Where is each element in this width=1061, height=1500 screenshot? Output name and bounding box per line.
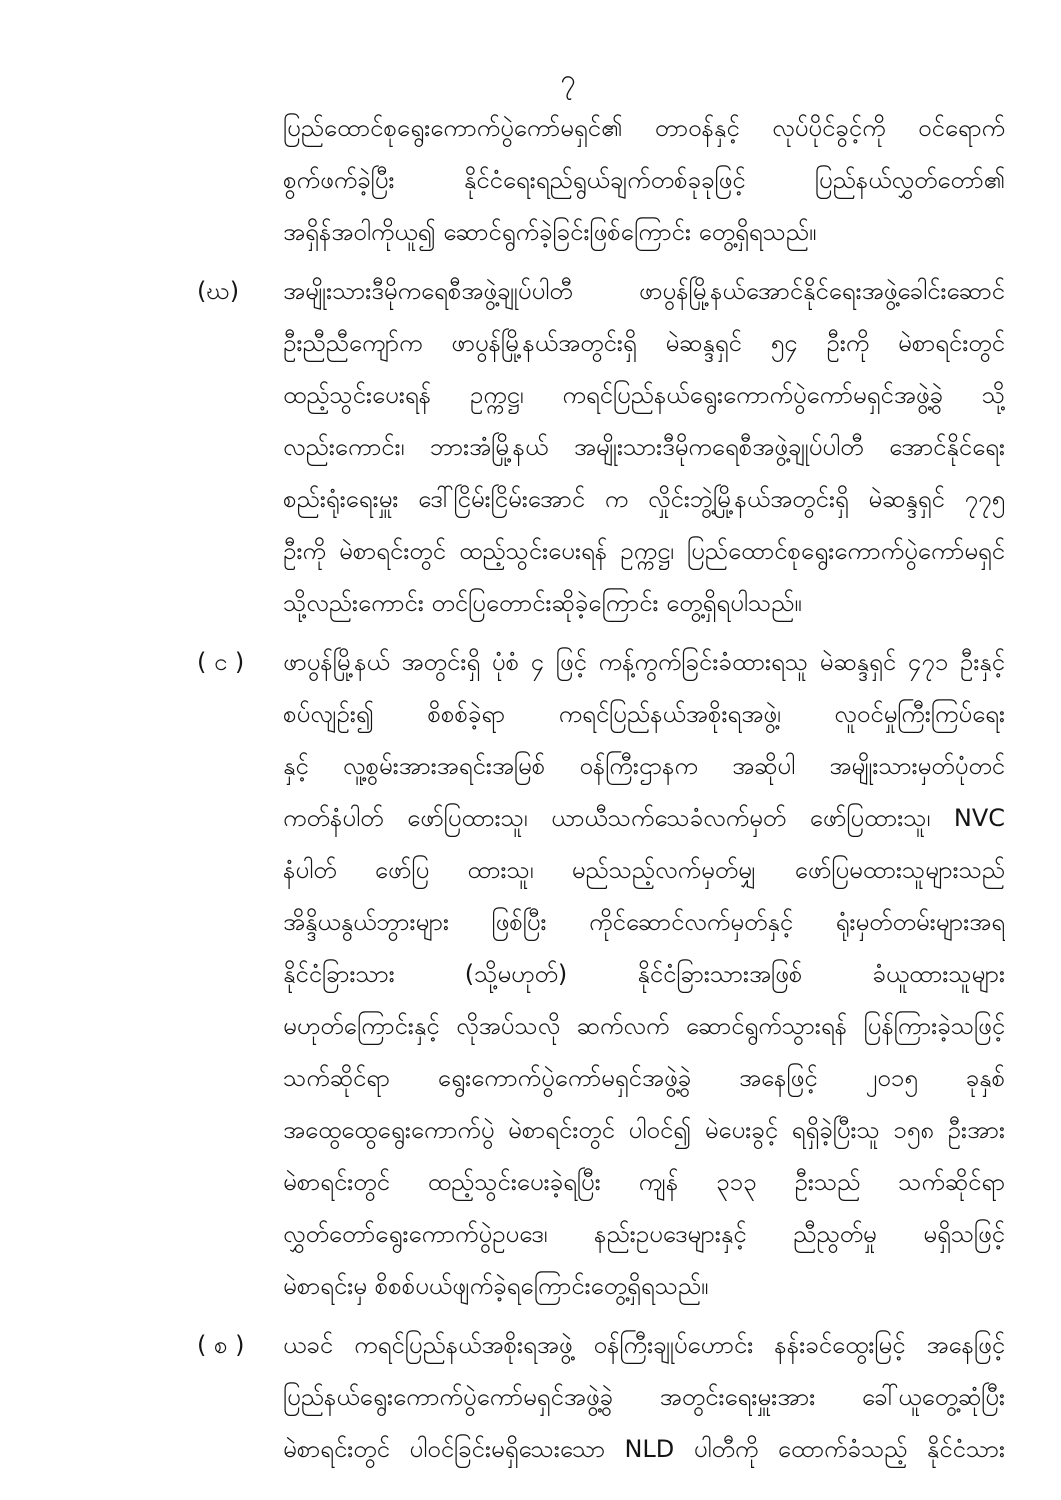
text-line: အရှိန်အဝါကိုယူ၍ ဆောင်ရွက်ခဲ့ခြင်းဖြစ်ကြောင်း တွေ့ရှိရသည်။ — [283, 218, 817, 246]
text-line: မဟုတ်ကြောင်းနှင့် လိုအပ်သလို ဆက်လက် ဆောင်ရွက်သွားရန် ပြန်ကြားခဲ့သဖြင့် — [283, 1012, 1005, 1040]
text-line: ဦးကို မဲစာရင်းတွင် ထည့်သွင်းပေးရန် ဥက္ကဋ္ဌ၊ ပြည်ထောင်စုရွေးကောက်ပွဲကော်မရှင် — [283, 537, 1005, 565]
text-line: မဲစာရင်းတွင် ပါဝင်ခြင်းမရှိသေးသော NLD ပါတီကို ထောက်ခံသည့် နိုင်ငံသား — [283, 1435, 1005, 1463]
text-line: သက်ဆိုင်ရာ ရွေးကောက်ပွဲကော်မရှင်အဖွဲ့ခွဲ အနေဖြင့် ၂၀၁၅ ခုနှစ် — [283, 1064, 1005, 1092]
text-line: မဲစာရင်းမှ စိစစ်ပယ်ဖျက်ခဲ့ရကြောင်းတွေ့ရှိရသည်။ — [283, 1272, 709, 1300]
text-line: ဦးညီညီကျော်က ဖာပွန်မြို့နယ်အတွင်းရှိ မဲဆန္ဒရှင် ၅၄ ဦးကို မဲစာရင်းတွင် — [283, 329, 1005, 357]
text-line: လွှတ်တော်ရွေးကောက်ပွဲဥပဒေ၊ နည်းဥပဒေများနှင့် ညီညွတ်မှု မရှိသဖြင့် — [283, 1220, 1005, 1248]
text-line: သို့လည်းကောင်း တင်ပြတောင်းဆိုခဲ့ကြောင်း တွေ့ရှိရပါသည်။ — [283, 589, 802, 617]
text-line: မဲစာရင်းတွင် ထည့်သွင်းပေးခဲ့ရပြီး ကျန် ၃၁၃ ဦးသည် သက်ဆိုင်ရာ — [283, 1168, 1005, 1196]
text-line: ကတ်နံပါတ် ဖော်ပြထားသူ၊ ယာယီသက်သေခံလက်မှတ် ဖော်ပြထားသူ၊ NVC — [283, 804, 1005, 832]
list-item-label: (ဃ) — [197, 277, 240, 305]
paragraph — [197, 265, 1005, 629]
paragraph-body — [283, 102, 1005, 258]
text-line: ထည့်သွင်းပေးရန် ဥက္ကဋ္ဌ၊ ကရင်ပြည်နယ်ရွေးကောက်ပွဲကော်မရှင်အဖွဲ့ခွဲ သို့ — [283, 381, 1005, 409]
text-line: နိုင်ငံခြားသား (သို့မဟုတ်) နိုင်ငံခြားသားအဖြစ် ခံယူထားသူများ — [283, 960, 1005, 988]
text-line: ပြည်ထောင်စုရွေးကောက်ပွဲကော်မရှင်၏ တာဝန်နှင့် လုပ်ပိုင်ခွင့်ကို ဝင်ရောက် — [283, 114, 1005, 142]
paragraph-body — [283, 636, 1005, 1312]
text-line: ယခင် ကရင်ပြည်နယ်အစိုးရအဖွဲ့ ဝန်ကြီးချုပ်ဟောင်း နန်းခင်ထွေးမြင့် အနေဖြင့် — [283, 1331, 1005, 1359]
list-item-label: ( စ ) — [197, 1331, 245, 1359]
text-line: စပ်လျဉ်း၍ စိစစ်ခဲ့ရာ ကရင်ပြည်နယ်အစိုးရအဖွဲ့၊ လူဝင်မှုကြီးကြပ်ရေး — [283, 700, 1005, 728]
text-line: ပြည်နယ်ရွေးကောက်ပွဲကော်မရှင်အဖွဲ့ခွဲ အတွင်းရေးမှူးအား ခေါ်ယူတွေ့ဆုံပြီး — [283, 1383, 1005, 1411]
text-line: စွက်ဖက်ခဲ့ပြီး နိုင်ငံရေးရည်ရွယ်ချက်တစ်ခုခုဖြင့် ပြည်နယ်လွှတ်တော်၏ — [283, 166, 1005, 194]
page-number: ၇ — [560, 64, 576, 95]
paragraph-body — [283, 265, 1005, 629]
paragraph-body — [283, 1319, 1005, 1475]
text-line: အမျိုးသားဒီမိုကရေစီအဖွဲ့ချုပ်ပါတီ ဖာပွန်မြို့နယ်အောင်နိုင်ရေးအဖွဲ့ခေါင်းဆောင် — [283, 277, 1005, 305]
text-line: ဖာပွန်မြို့နယ် အတွင်းရှိ ပုံစံ ၄ ဖြင့် ကန့်ကွက်ခြင်းခံထားရသူ မဲဆန္ဒရှင် ၄၇၁ ဦးနှင့် — [283, 648, 1005, 676]
text-line: နှင့် လူ့စွမ်းအားအရင်းအမြစ် ဝန်ကြီးဌာနက အဆိုပါ အမျိုးသားမှတ်ပုံတင် — [283, 752, 1005, 780]
paragraph — [197, 636, 1005, 1312]
text-line: အထွေထွေရွေးကောက်ပွဲ မဲစာရင်းတွင် ပါဝင်၍ မဲပေးခွင့် ရရှိခဲ့ပြီးသူ ၁၅၈ ဦးအား — [283, 1116, 1005, 1144]
text-line: နံပါတ် ဖော်ပြ ထားသူ၊ မည်သည့်လက်မှတ်မျှ ဖော်ပြမထားသူများသည် — [283, 856, 1005, 884]
text-line: စည်းရုံးရေးမှူး ဒေါ်ငြိမ်းငြိမ်းအောင် က လှိုင်းဘွဲ့မြို့နယ်အတွင်းရှိ မဲဆန္ဒရှင် ၇၇၅ — [283, 485, 1005, 513]
page-content — [197, 102, 1005, 1482]
paragraph — [197, 102, 1005, 258]
list-item-label: ( င ) — [197, 648, 245, 676]
text-line: လည်းကောင်း၊ ဘားအံမြို့နယ် အမျိုးသားဒီမိုကရေစီအဖွဲ့ချုပ်ပါတီ အောင်နိုင်ရေး — [283, 433, 1005, 461]
text-line: အိန္ဒိယနွယ်ဘွားများ ဖြစ်ပြီး ကိုင်ဆောင်လက်မှတ်နှင့် ရုံးမှတ်တမ်းများအရ — [283, 908, 1005, 936]
paragraph — [197, 1319, 1005, 1475]
